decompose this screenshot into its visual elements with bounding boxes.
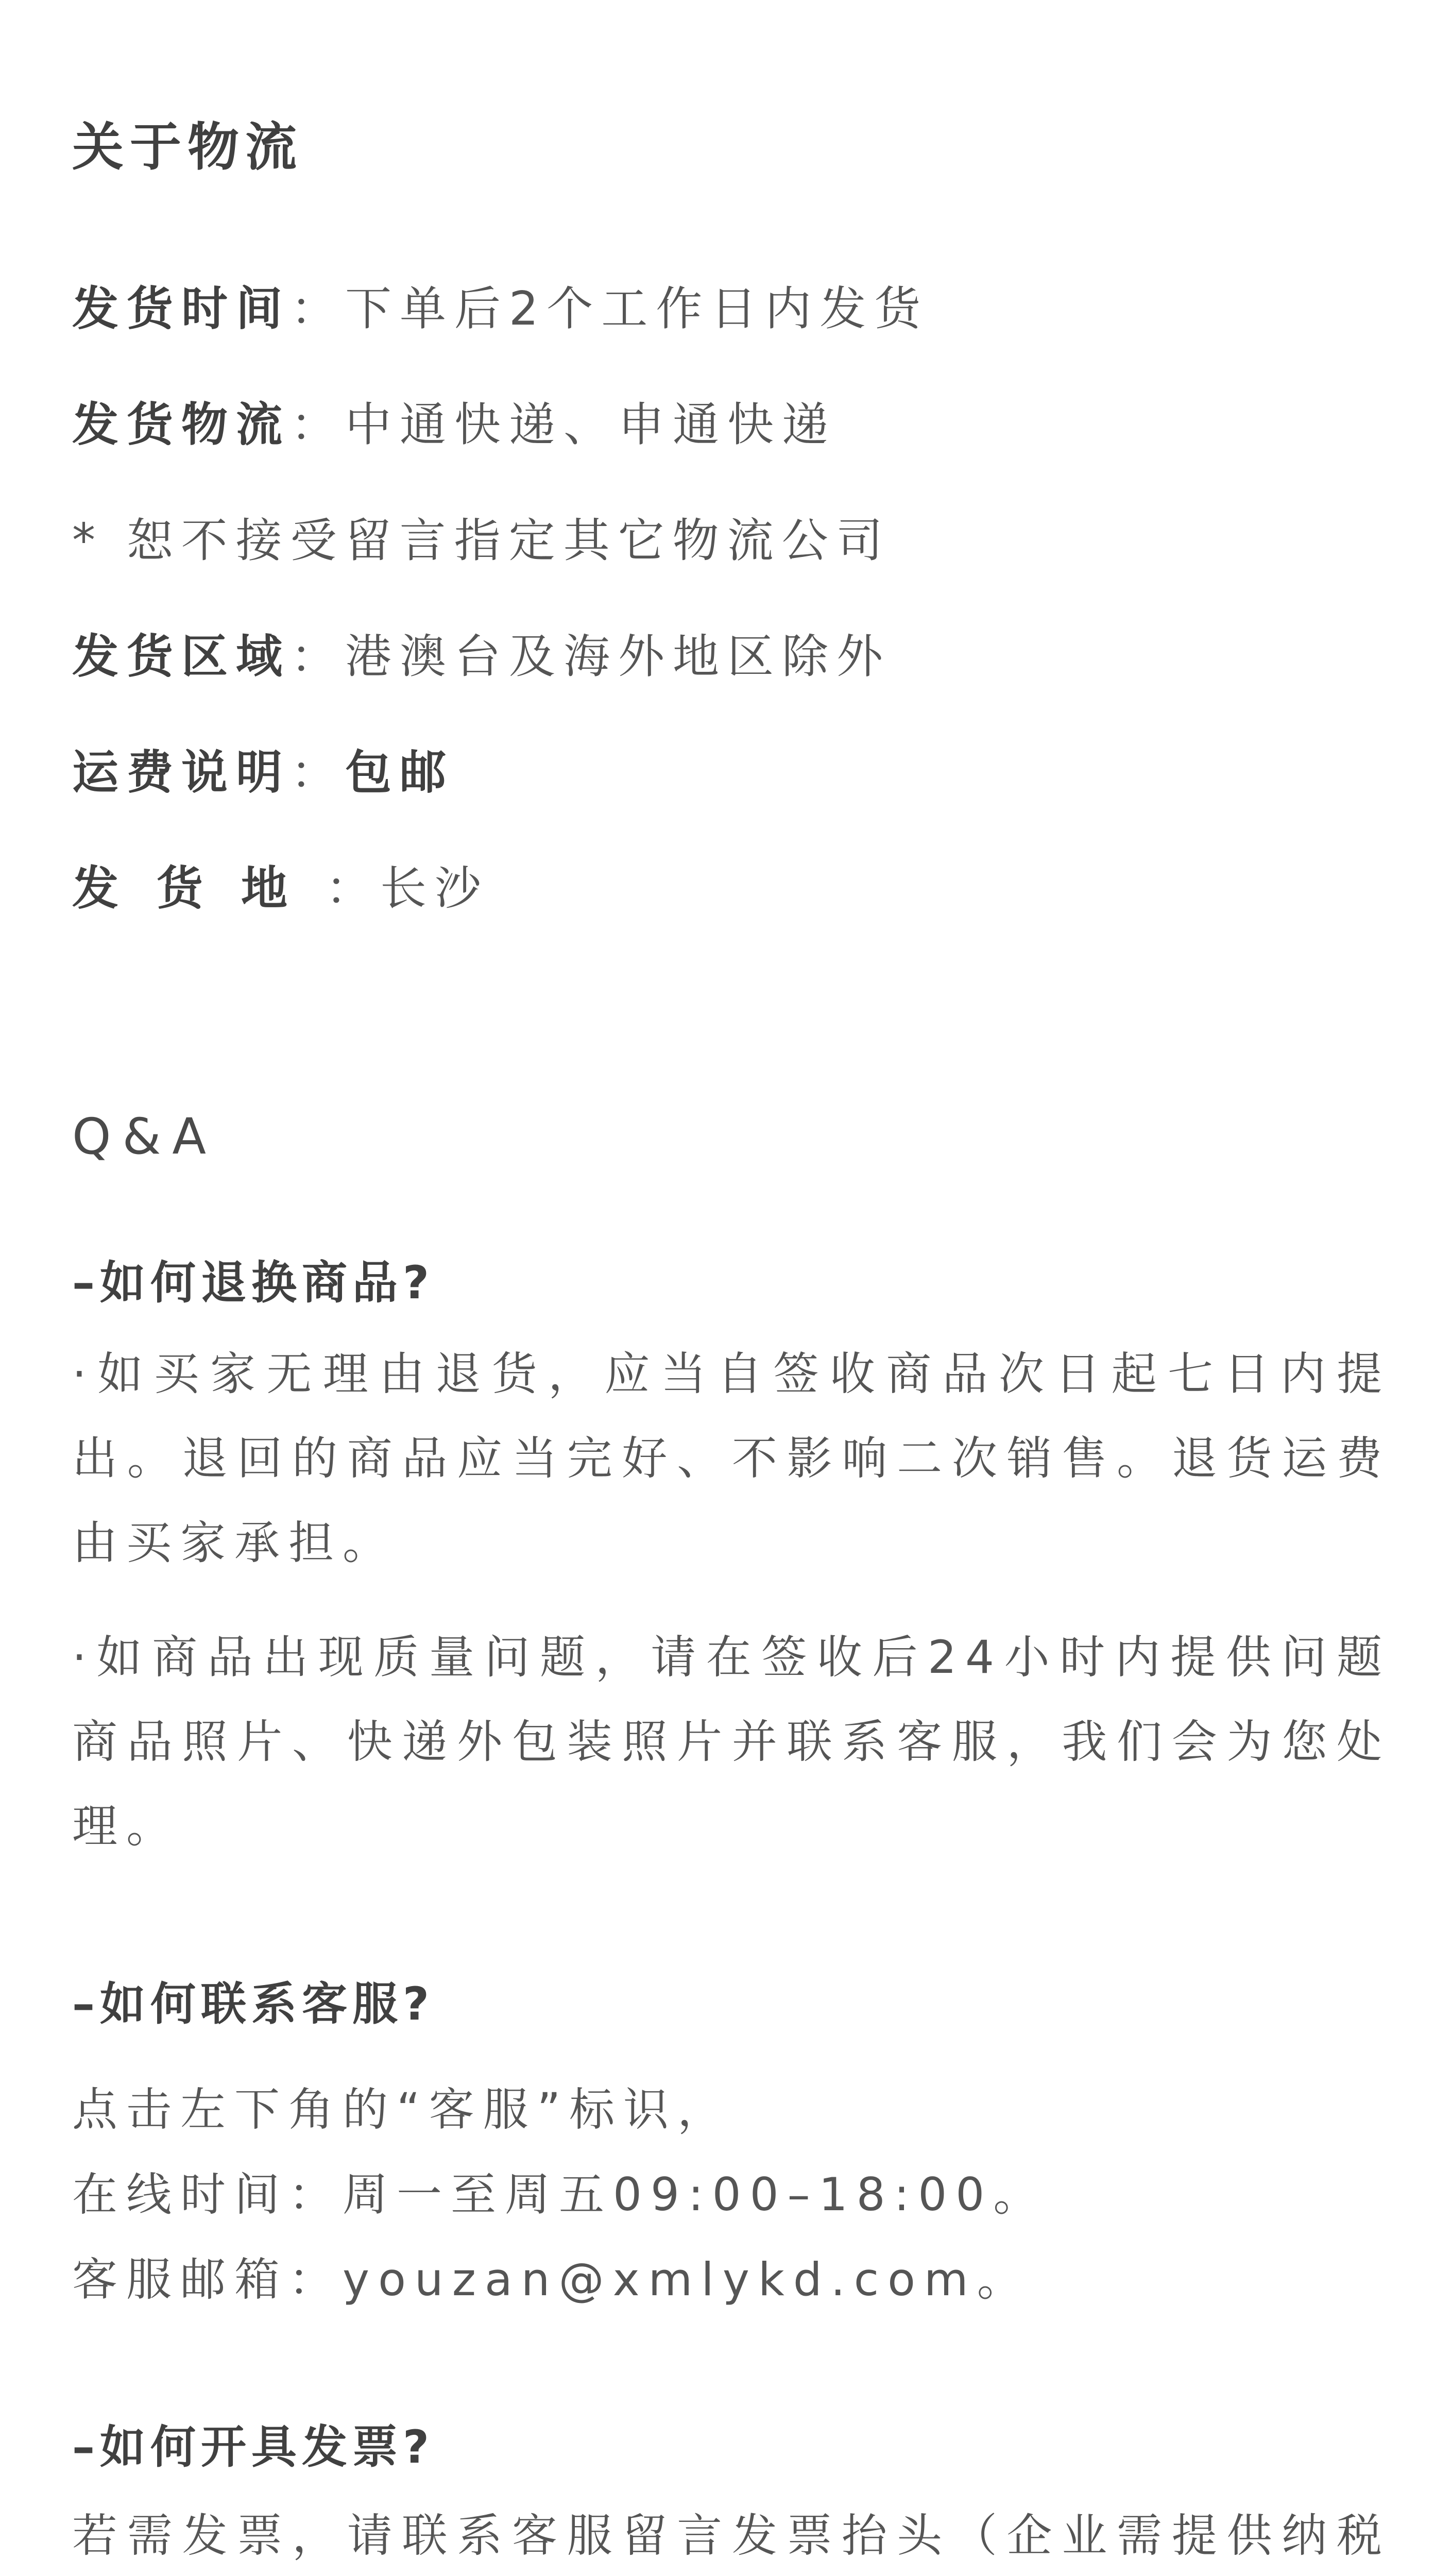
region-label: 发货区域 xyxy=(72,630,291,684)
carrier-note: * 恕不接受留言指定其它物流公司 xyxy=(72,514,891,568)
return-question: –如何退换商品? xyxy=(72,1256,435,1309)
ship-time-label: 发货时间 xyxy=(72,282,291,336)
freight-row xyxy=(72,745,454,800)
freight-value: 包邮 xyxy=(345,745,454,800)
logistics-section-title: 关于物流 xyxy=(72,117,303,177)
contact-line-1: 点击左下角的“客服”标识， xyxy=(72,2083,732,2136)
contact-line-2: 在线时间：周一至周五09:00–18:00。 xyxy=(72,2168,1048,2221)
origin-label: 发货地 xyxy=(72,861,326,916)
invoice-answer-paragraph: 若需发票，请联系客服留言发票抬头（企业需提供纳税 xyxy=(72,2509,1391,2562)
return-answer-paragraph-2: ·如商品出现质量问题，请在签收后24小时内提供问题商品照片、快递外包装照片并联系客服，我们会为您处理。 xyxy=(72,1631,1391,1853)
invoice-question: –如何开具发票? xyxy=(72,2420,435,2473)
region-value: 港澳台及海外地区除外 xyxy=(345,630,891,684)
ship-time-value: 下单后2个工作日内发货 xyxy=(345,282,929,336)
region-row xyxy=(72,630,891,684)
carrier-colon: ： xyxy=(291,398,345,452)
region-colon: ： xyxy=(291,630,345,684)
carrier-label: 发货物流 xyxy=(72,398,291,452)
freight-colon: ： xyxy=(291,745,345,800)
origin-colon: ： xyxy=(326,861,380,916)
freight-label: 运费说明 xyxy=(72,745,291,800)
return-answer-paragraph-1: ·如买家无理由退货，应当自签收商品次日起七日内提出。退回的商品应当完好、不影响二次销售。退货运费由买家承担。 xyxy=(72,1347,1391,1569)
ship-time-colon: ： xyxy=(291,282,345,336)
carrier-row xyxy=(72,398,837,452)
qa-section-title: Q&A xyxy=(72,1108,218,1165)
origin-value: 长沙 xyxy=(380,861,489,916)
origin-row xyxy=(72,861,489,916)
carrier-note-row xyxy=(72,514,891,568)
contact-question: –如何联系客服? xyxy=(72,1977,435,2030)
contact-email-line: 客服邮箱：youzan@xmlykd.com。 xyxy=(72,2253,1031,2306)
ship-time-row xyxy=(72,282,929,336)
carrier-value: 中通快递、申通快递 xyxy=(345,398,837,452)
